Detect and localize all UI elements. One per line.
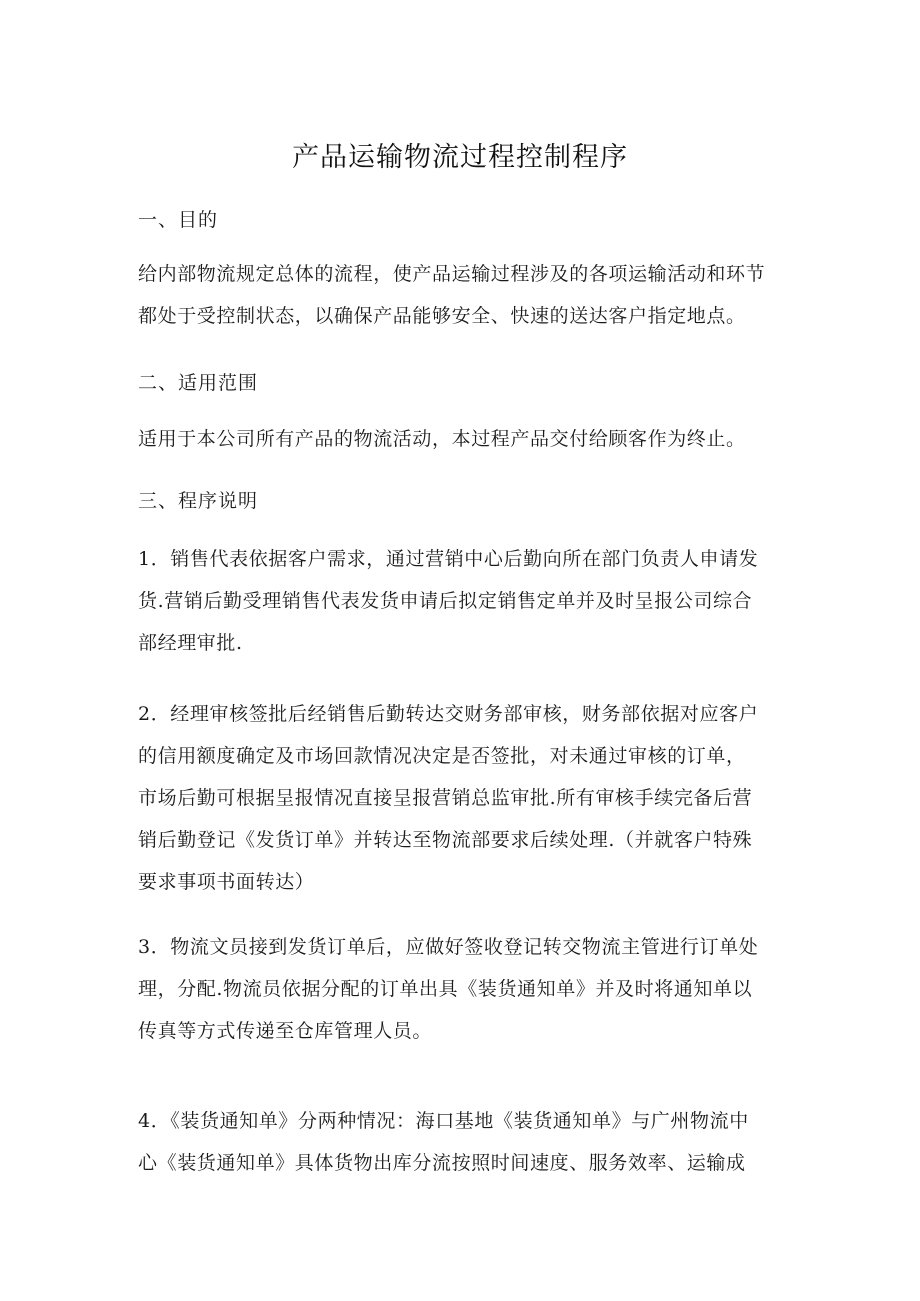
paragraph-line: 市场后勤可根据呈报情况直接呈报营销总监审批.所有审核手续完备后营: [138, 787, 753, 809]
paragraph-line: 的信用额度确定及市场回款情况决定是否签批，对未通过审核的订单，: [138, 745, 746, 767]
section-heading-procedure: 三、程序说明: [138, 490, 259, 512]
paragraph-line: 心《装货通知单》具体货物出库分流按照时间速度、服务效率、运输成: [138, 1152, 746, 1174]
paragraph-purpose: [138, 253, 788, 337]
paragraph-scope: [138, 418, 788, 460]
paragraph-line: 1．销售代表依据客户需求，通过营销中心后勤向所在部门负责人申请发: [138, 548, 759, 570]
procedure-item-1: [138, 538, 788, 664]
document-title: 产品运输物流过程控制程序: [292, 142, 628, 173]
paragraph-line: 3．物流文员接到发货订单后，应做好签收登记转交物流主管进行订单处: [138, 936, 759, 958]
paragraph-line: 2．经理审核签批后经销售后勤转达交财务部审核，财务部依据对应客户: [138, 703, 759, 725]
paragraph-line: 货.营销后勤受理销售代表发货申请后拟定销售定单并及时呈报公司综合: [138, 590, 753, 612]
paragraph-line: 4．《装货通知单》分两种情况：海口基地《装货通知单》与广州物流中: [138, 1110, 749, 1132]
paragraph-line: 给内部物流规定总体的流程，使产品运输过程涉及的各项运输活动和环节: [138, 263, 766, 285]
paragraph-line: 理，分配.物流员依据分配的订单出具《装货通知单》并及时将通知单以: [138, 978, 753, 1000]
paragraph-line: 都处于受控制状态，以确保产品能够安全、快速的送达客户指定地点。: [138, 305, 746, 327]
paragraph-line: 适用于本公司所有产品的物流活动，本过程产品交付给顾客作为终止。: [138, 428, 746, 450]
procedure-item-3: [138, 926, 788, 1052]
paragraph-line: 传真等方式传递至仓库管理人员。: [138, 1020, 433, 1042]
paragraph-line: 销后勤登记《发货订单》并转达至物流部要求后续处理.（并就客户特殊: [138, 829, 753, 851]
paragraph-line: 要求事项书面转达）: [138, 871, 315, 893]
procedure-item-2: [138, 693, 788, 903]
section-heading-purpose: 一、目的: [138, 209, 219, 231]
paragraph-line: 部经理审批.: [138, 632, 243, 654]
section-heading-scope: 二、适用范围: [138, 372, 259, 394]
procedure-item-4: [138, 1100, 788, 1184]
